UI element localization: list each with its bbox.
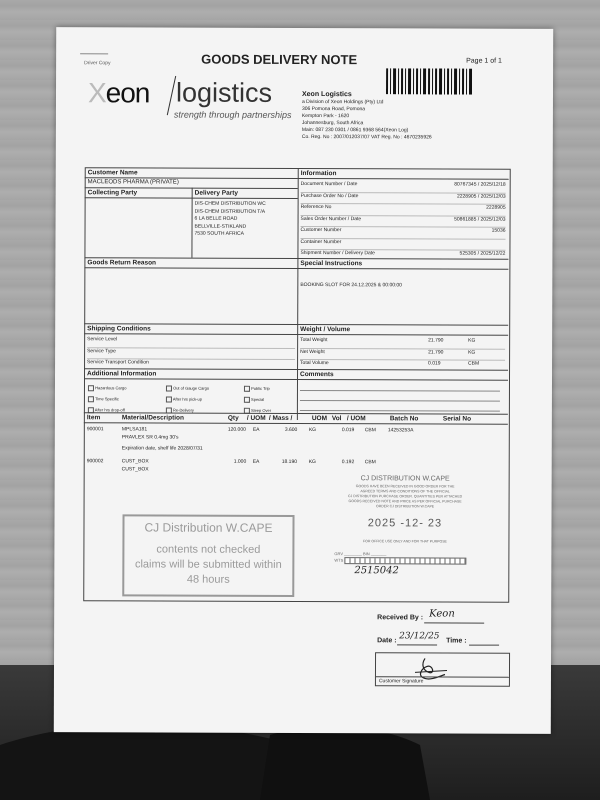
shipping-conditions-label: Shipping Conditions xyxy=(87,325,151,333)
logistics-wordmark: logistics xyxy=(175,77,273,108)
goods-return-label: Goods Return Reason xyxy=(87,259,157,267)
checkbox[interactable] xyxy=(166,396,172,402)
info-row: Document Number / Date 80767345 / 2025/12/18 xyxy=(301,181,506,193)
customer-value: MACLEODS PHARMA (PRIVATE) xyxy=(87,179,179,186)
checkbox[interactable] xyxy=(88,385,94,391)
items-header: Item Material/Description Qty / UOM / Mass / UOM Vol / UOM Batch No Serial No xyxy=(86,414,472,423)
info-row: Purchase Order No / Date 2228905 / 2025/12/03 xyxy=(301,192,506,204)
info-row: Container Number xyxy=(300,238,505,250)
delivery-note-paper xyxy=(54,27,553,734)
weight-rows: Total Weight 21.790 KG Net Weight 21.790 KG Total Volume 0.019 CBM xyxy=(300,337,505,371)
information-table xyxy=(300,181,505,261)
delivery-party-label: Delivery Party xyxy=(194,189,239,197)
page-number: Page 1 of 1 xyxy=(466,57,502,65)
special-instructions-text: BOOKING SLOT FOR 24.12.2025 & 00:00:00 xyxy=(300,281,402,289)
checkbox-option: Time Specific xyxy=(88,393,166,404)
info-row: Sales Order Number / Date 50861885 / 2025/12/03 xyxy=(301,215,506,227)
cj-distribution-stamp-right: CJ DISTRIBUTION W.CAPE GOODS HAVE BEEN RECEIVED IN GOOD ORDER FOR THE AGREED TERMS AND CONDITIONS OF THE OFFICIAL CJ DISTRIBUTION PURCHASE ORDER. QUANTITIES PER ATTACHED GOODS RECEIVED NOTE AND PRICE AS PER OFFICIAL PURCHASE ORDER CJ DISTRIBUTION W.CAPE 2025 -12- 23 FOR OFFICE USE ONLY AND FOR THAT PURPOSE GRV ________ BIN _______ WTS 2515042 xyxy=(322,475,487,577)
checkbox-option: Hazardous Cargo xyxy=(88,382,166,393)
document-title: GOODS DELIVERY NOTE xyxy=(201,51,358,68)
date-label: Date : xyxy=(377,637,397,645)
additional-options xyxy=(88,382,293,416)
xeon-logo: Xeon xyxy=(87,77,150,109)
customer-label: Customer Name xyxy=(87,169,138,177)
checkbox-option: Special xyxy=(244,394,264,405)
info-row: Customer Number 15036 xyxy=(300,227,505,239)
shipping-rows: Service Level Service Type Service Transport Condition xyxy=(87,336,295,370)
checkbox-option: After hrs pick-up xyxy=(166,394,244,405)
info-row: Shipment Number / Delivery Date 525305 / 2025/12/22 xyxy=(300,249,506,257)
special-instructions-label: Special Instructions xyxy=(300,259,363,268)
signature-box[interactable] xyxy=(375,652,510,686)
checkbox-option: Out of Gauge Cargo xyxy=(166,383,244,394)
delivery-party-address: DIS-CHEM DISTRIBUTION WC DIS-CHEM DISTRIBUTION T/A 6 LA BELLE ROAD BELLVILLE-STIKLAND 7530 SOUTH AFRICA xyxy=(194,200,266,237)
received-by-label: Received By : xyxy=(377,614,424,622)
checkbox-option: After hrs drop-off xyxy=(88,404,166,415)
received-date-stamp: 2025 -12- 23 xyxy=(367,517,443,530)
checkbox-option: Re-Delivery xyxy=(166,405,244,416)
copy-label: Driver Copy xyxy=(84,60,111,67)
table-row: 900001 MPLSA181 PRAVLEX SR 0.4mg 30's Expiration date, shelf life 2028/07/31 120.000 EA 3.600 KG 0.019 CBM 14253253A xyxy=(86,426,414,452)
checkbox[interactable] xyxy=(88,396,94,402)
weight-volume-label: Weight / Volume xyxy=(300,325,351,334)
company-block: Xeon Logistics a Division of Xeon Holdings (Pty) Ltd 306 Pomona Road, Pomona Kempton Park - 1620 Johannesburg, South Africa Main: 087 230 0301 / 0861 9368 564(Xeon Log) Co. Reg. No : 2007/012037/07 VAT Reg. No : 4670235926 xyxy=(301,90,432,141)
comments-label: Comments xyxy=(300,370,334,379)
collecting-party-label: Collecting Party xyxy=(87,189,138,197)
date-value[interactable]: 23/12/25 xyxy=(399,631,440,642)
information-label: Information xyxy=(300,169,337,178)
checkbox-option: Sleep Over xyxy=(244,405,271,416)
signature-label: Customer Signature xyxy=(378,678,424,685)
checkbox[interactable] xyxy=(244,397,250,403)
time-label: Time : xyxy=(446,637,467,645)
checkbox[interactable] xyxy=(166,385,172,391)
tagline: strength through partnerships xyxy=(173,109,292,120)
checkbox[interactable] xyxy=(244,386,250,392)
received-by-value[interactable]: Keon xyxy=(429,608,455,620)
additional-info-label: Additional Information xyxy=(87,370,157,378)
checkbox-option: Public Trip xyxy=(244,383,270,394)
cj-distribution-stamp-left: CJ Distribution W.CAPE contents not checked claims will be submitted within 48 hours xyxy=(122,514,294,597)
handwritten-grv-number: 2515042 xyxy=(354,565,399,577)
info-row: Reference No 2228905 xyxy=(301,204,506,216)
table-row: 900002 CUST_BOX CUST_BOX 1.000 EA 18.190 KG 0.192 CBM xyxy=(86,458,376,473)
